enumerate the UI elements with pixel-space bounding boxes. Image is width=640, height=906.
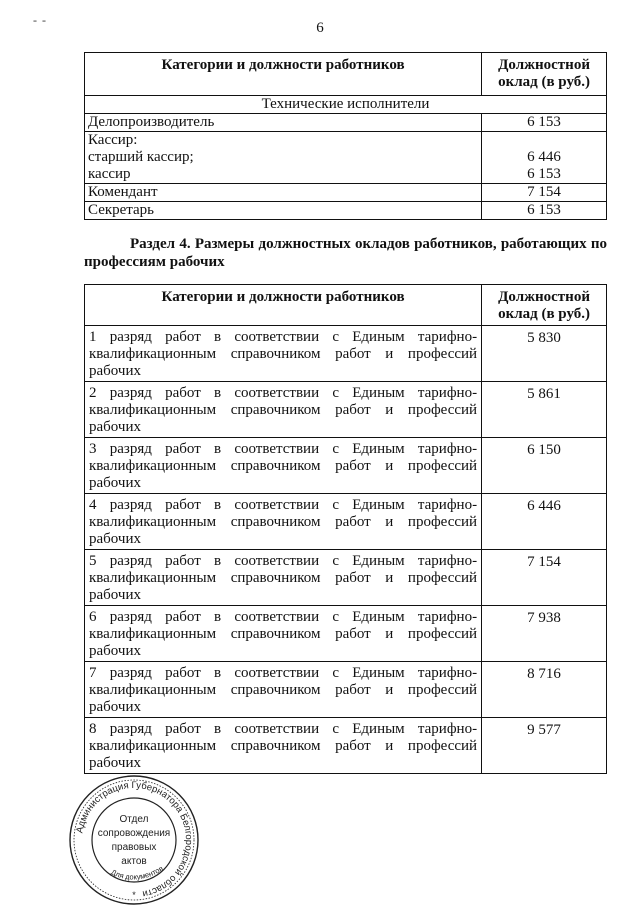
table-row: [85, 382, 607, 438]
salary-value: 6 153: [482, 114, 607, 132]
section-4-heading: Раздел 4. Размеры должностных окладов работников, работающих по профессиям рабочих: [84, 236, 607, 270]
table-row: [85, 550, 607, 606]
stamp-line-1: Отдел: [119, 814, 149, 825]
position-label: Кассир: старший кассир; кассир: [85, 132, 482, 184]
table-row: [85, 662, 607, 718]
table-row: [85, 438, 607, 494]
stamp-star-icon: *: [132, 890, 136, 900]
salary-value: 8 716: [482, 662, 607, 718]
grade-description: 2 разряд работ в соответствии с Единым тарифно-квалификационным справочником работ и профессий рабочих: [85, 382, 482, 438]
salary-value: 6 150: [482, 438, 607, 494]
official-stamp: [68, 774, 200, 906]
table-row: [85, 606, 607, 662]
stamp-line-3: правовых: [111, 842, 157, 853]
table-row: [85, 114, 607, 132]
position-label: Делопроизводитель: [85, 114, 482, 132]
grade-description: 7 разряд работ в соответствии с Единым тарифно-квалификационным справочником работ и профессий рабочих: [85, 662, 482, 718]
table-row: [85, 494, 607, 550]
salary-value: 5 830: [482, 326, 607, 382]
position-label: Комендант: [85, 184, 482, 202]
salary-value: 6 446: [482, 494, 607, 550]
salary-value: 6 446 6 153: [482, 132, 607, 184]
table-header-row: [85, 53, 607, 96]
header-categories: Категории и должности работников: [85, 285, 482, 326]
salary-value: 5 861: [482, 382, 607, 438]
page-number: 6: [316, 20, 324, 36]
table-row: [85, 718, 607, 774]
grade-description: 4 разряд работ в соответствии с Единым тарифно-квалификационным справочником работ и профессий рабочих: [85, 494, 482, 550]
table-row: [85, 132, 607, 184]
position-label: Секретарь: [85, 202, 482, 220]
header-categories: Категории и должности работников: [85, 53, 482, 96]
stamp-line-4: актов: [121, 856, 147, 867]
stamp-bottom-text: Для документов: [109, 863, 165, 882]
salary-value: 7 938: [482, 606, 607, 662]
section-title: Технические исполнители: [85, 96, 607, 114]
salary-value: 7 154: [482, 184, 607, 202]
table-row: [85, 202, 607, 220]
salary-value: 6 153: [482, 202, 607, 220]
workers-table: [84, 284, 607, 774]
corner-mark: - -: [33, 13, 47, 27]
technical-staff-table: [84, 52, 607, 220]
grade-description: 5 разряд работ в соответствии с Единым тарифно-квалификационным справочником работ и профессий рабочих: [85, 550, 482, 606]
header-salary: Должностной оклад (в руб.): [482, 285, 607, 326]
header-salary: Должностной оклад (в руб.): [482, 53, 607, 96]
grade-description: 6 разряд работ в соответствии с Единым тарифно-квалификационным справочником работ и профессий рабочих: [85, 606, 482, 662]
stamp-ring-text: Администрация Губернатора Белгородской области: [74, 779, 195, 900]
grade-description: 8 разряд работ в соответствии с Единым тарифно-квалификационным справочником работ и профессий рабочих: [85, 718, 482, 774]
salary-value: 7 154: [482, 550, 607, 606]
section-row: [85, 96, 607, 114]
stamp-line-2: сопровождения: [97, 828, 171, 839]
table-row: [85, 326, 607, 382]
grade-description: 3 разряд работ в соответствии с Единым тарифно-квалификационным справочником работ и профессий рабочих: [85, 438, 482, 494]
salary-value: 9 577: [482, 718, 607, 774]
table-header-row: [85, 285, 607, 326]
grade-description: 1 разряд работ в соответствии с Единым тарифно-квалификационным справочником работ и профессий рабочих: [85, 326, 482, 382]
table-row: [85, 184, 607, 202]
